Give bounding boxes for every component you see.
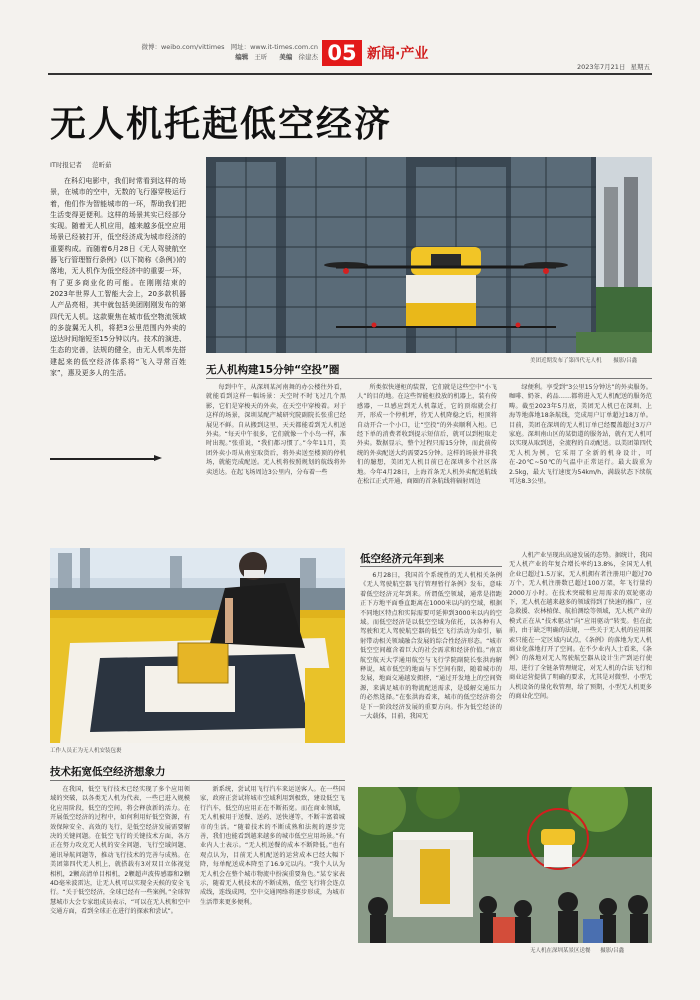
masthead-info: [112, 42, 318, 62]
weekday-text: 星期五: [630, 63, 650, 71]
lead-paragraph: [50, 176, 186, 456]
section-rule-2: [360, 566, 502, 567]
section-heading-3: 技术拓宽低空经济想象力: [50, 766, 166, 778]
top-photo-caption: [530, 356, 637, 364]
worker-photo-caption: 工作人员正为无人机安装包裹: [50, 748, 122, 754]
section-heading-1: 无人机构建15分钟“空投”圈: [206, 364, 340, 376]
section3-column-2: [200, 785, 345, 950]
byline: [50, 160, 119, 169]
section-rule-1: [206, 378, 652, 379]
section3-col1-text: 在我国，低空飞行技术已经实现了多个应用领域的突破，以各类无人机为代表，一些已进入规模化应用阶段，低空的空间，将会释放新的活力。在开展低空经济的过程中，如何利用好低空资源，有效保障安全、高效的飞行，是低空经济发展需要解决的关键问题。在低空飞行的关键技术方面，各方正在努力攻克无人机的安全问题、飞行空域问题、通讯导航问题等，推动飞行技术的完善与成熟。在美团第四代无人机上，就搭载有3对双目立体视觉相机，2颗高清单目相机，2颗超声波传感器和2颗4D毫米波雷达，让无人机可以实现全天候的安全飞行。“关于低空经济，全球已经有一些案例。”全球智慧城市大会专家组成员表示，“可以在无人机和空中交通方面，看到全球正在进行的探索和尝试”。: [50, 786, 190, 916]
section1-column-1: [206, 383, 346, 538]
section1-col3-text: 绿便利。享受到“3公里15分钟达”的外卖服务。咖啡、奶茶、药品……都将进入无人机配送的服务范畴。截至2023年5月底，美团无人机已在深圳、上海等地落地18条航线，完成用户订单超过18万单。目前，美团在深圳的无人机订单已经覆盖超过3万户家庭。深圳南山区的某街道的服务站，就有无人机可以实现从取到送，全流程的自动配送。以美团第四代无人机为例，它采用了全新的机身设计，可在-20℃~50℃的气温中正常运行。最大载重为2.5kg，最大飞行速度为54km/h，满载状态下续航可达8.3公里。: [509, 384, 652, 486]
scenic-drone-photo: [358, 787, 652, 943]
reporter-label: IT时报记者: [50, 161, 82, 169]
section1-column-3: [509, 383, 652, 543]
lead-text: 在科幻电影中，我们时常看到这样的场景，在城市的空中，无数的飞行器穿梭运行着，他们作为智能城市的一环，帮助我们把生活变得更便利。这样的场景其实已经部分实现。随着无人机应用，越来越多低空应用场景已经被打开，低空经济成为城市经济的重要构成。而随着6月28日《无人驾驶航空器飞行管理暂行条例》(以下简称《条例》)的落地，无人机作为低空经济中的重要一环，有了更多商业化的可能。在刚刚结束的2023年世界人工智能大会上，20多款机器人产品亮相，其中就包括美团刚刚发布的第四代无人机。这款聚焦在城市低空物流领域的多旋翼无人机，将把3公里范围内外卖的送达时间缩短至15分钟以内。技术的演进、生态的完善，法规的健全，由无人机率先搭建起来的低空经济体系将“飞入寻常百姓家”，惠及更多人的生活。: [50, 177, 186, 378]
section2-column-1: [360, 571, 502, 757]
website-text: 网址：www.it-times.com.cn: [230, 43, 318, 51]
page-title: 无人机托起低空经济: [50, 104, 393, 145]
editor-name: 王昕: [254, 53, 268, 61]
top-caption-credit: 摄影/吕鑫: [613, 358, 638, 364]
top-caption-text: 美团近期发布了第四代无人机: [530, 358, 602, 364]
designer-label: 美编: [279, 53, 293, 61]
scenic-caption-text: 无人机在深圳某景区送餐: [530, 948, 591, 954]
worker-photo: [50, 548, 345, 743]
weibo-text: 微博：weibo.com/vittimes: [141, 43, 225, 51]
worker-photo-image: [50, 548, 345, 743]
lead-arrow: [50, 452, 154, 460]
section1-col1-text: 每到中午，从深圳某河南舞的办公楼往外看，就能看到这样一幅场景：天空时不时飞过几个黑影，它们是穿梭天的外卖，在天空中穿梭着。对于这样的场景，深圳某配产城研究院副院长张重已经展见不鲜。自从搬到这里，天天都能看到无人机送外卖。“每天中午很多，它们就像一个小鸟一样，准时出现。”张重说，“我们都习惯了。”今年11月，美团外卖小哥从南室取货后，将外卖送至楼顶的停机场，就能完成配送。无人机将按照规划的航线将外卖送达。在起飞场周边3公里内，分布着一些: [206, 384, 346, 476]
section2-col2-text: 人机产业呈现出高速发展的态势。据统计，我国无人机产业的年复合增长率约13.8%，全国无人机企业已超过1.5万家，无人机拥有者注册用户超过70万个，无人机注册数已超过100万架，年飞行量约2000万小时。在技术突破和应用需求的双轮驱动下，无人机在越来越多的领域得到了快速的推广，应急救援、农林植保、航拍测绘等领域，无人机产业的模式正在从“技术驱动”向“应用驱动”转变。但在此前，由于缺乏明确的法规，一些关于无人机的应用探索只能在一定区域内试点，《条例》的落地为无人机商业化落地打开了空间。在不少业内人士看来，《条例》的落地对无人驾驶航空器从设计生产到运行使用，进行了全链条管理规定，对无人机的合法飞行和商业运营提供了明确的要求，尤其是对微型、小型无人机设备的量化收管理，给了预期，小型无人机更多的商业化空间。: [509, 552, 652, 701]
scenic-photo-caption: [530, 946, 624, 954]
page-number: 05: [322, 40, 362, 66]
issue-date: [540, 62, 650, 71]
drone-photo-top: [206, 157, 652, 353]
section1-column-2: [357, 383, 497, 538]
editor-label: 编辑: [235, 53, 249, 61]
scenic-caption-credit: 摄影/吕鑫: [600, 948, 625, 954]
section-rule-3: [50, 780, 345, 781]
section1-col2-text: 所类似快递柜的装置，它们就是这些空中“小飞人”的目的地。在这些智能柜投放的机器上，装有传感器，一旦感应到无人机靠近，它的顶端就会打开，形成一个停机坪，待无人机降稳之后，柜顶将自动开合一个小口，让“空投”的外卖顺利入柜。已经下单的消费者收到提示短信后，就可以到柜取走外卖。数据显示，整个过程只需15分钟，而此前传统的外卖配送大约需要25分钟。这样的场景并非我们的臆想，美团无人机目前已在深圳多个社区落地。今年4月28日，上海首条无人机外卖配送航线在松江正式开通，商圈的首条航线将辐射周边: [357, 384, 497, 486]
reporter-name: 范昕茹: [91, 161, 112, 169]
designer-name: 徐建杰: [298, 53, 318, 61]
section-heading-2: 低空经济元年到来: [360, 553, 444, 565]
date-text: 2023年7月21日: [576, 63, 626, 71]
section2-col1-text: 6月28日，我国首个系统性的无人机相关条例《无人驾驶航空器飞行管理暂行条例》发布，意味着低空经济元年到来。所谓低空领域，通常是指距正下方地平面垂直距离在1000米以内的空域，根据不同地区特点和实际需要可延伸到3000米以内的空域。而低空经济是以低空空域为依托，以各种有人驾驶和无人驾驶航空器的低空飞行活动为牵引，辐射带动相关领域融合发展的综合性经济形态。“城市低空空间蕴含着巨大的社会需求和经济价值。”南京航空航天大学通用航空与飞行学院副院长张洪海解释说，城市低空的地面与下空间有限，随着城市的发展，地面交通越发拥挤，“通过开发地上的空间资源，来满足城市的物流配送需求，是缓解交通压力的必然选择。”在张洪海看来，城市的低空经济将会是下一阶段经济发展的重要方向。作为低空经济的一大载体，目前，我国无: [360, 572, 502, 721]
section-name: 新闻·产业: [367, 46, 429, 62]
section3-col2-text: 新系统，尝试用飞行汽车来运送客人。在一些国家，政府正尝试将城市空域利用到极致，建设低空飞行汽车，低空的应用正在不断拓宽。而在商业领域，无人机被用于送餐、送药、送快递等，不断丰富着城市的生活。“随着技术的不断成熟和法规的逐步完善，我们也能看到越来越多的城市低空应用场景。”有业内人士表示。“无人机送餐的成本不断降低。”也有观点认为，目前无人机配送的运营成本已经大幅下降，每单配送成本降至了16.9元以内。“我个人认为无人机会在整个城市物流中扮演重要角色。”某专家表示，随着无人机技术的不断成熟，低空飞行将会连点成线，连线成网，空中交通网络将逐步形成，为城市生活带来更多便利。: [200, 786, 345, 906]
scenic-drone-photo-image: [358, 787, 652, 943]
section3-column-1: [50, 785, 190, 950]
section2-column-2: [509, 551, 652, 757]
masthead-rule: [48, 73, 652, 75]
drone-photo-top-image: [206, 157, 652, 353]
